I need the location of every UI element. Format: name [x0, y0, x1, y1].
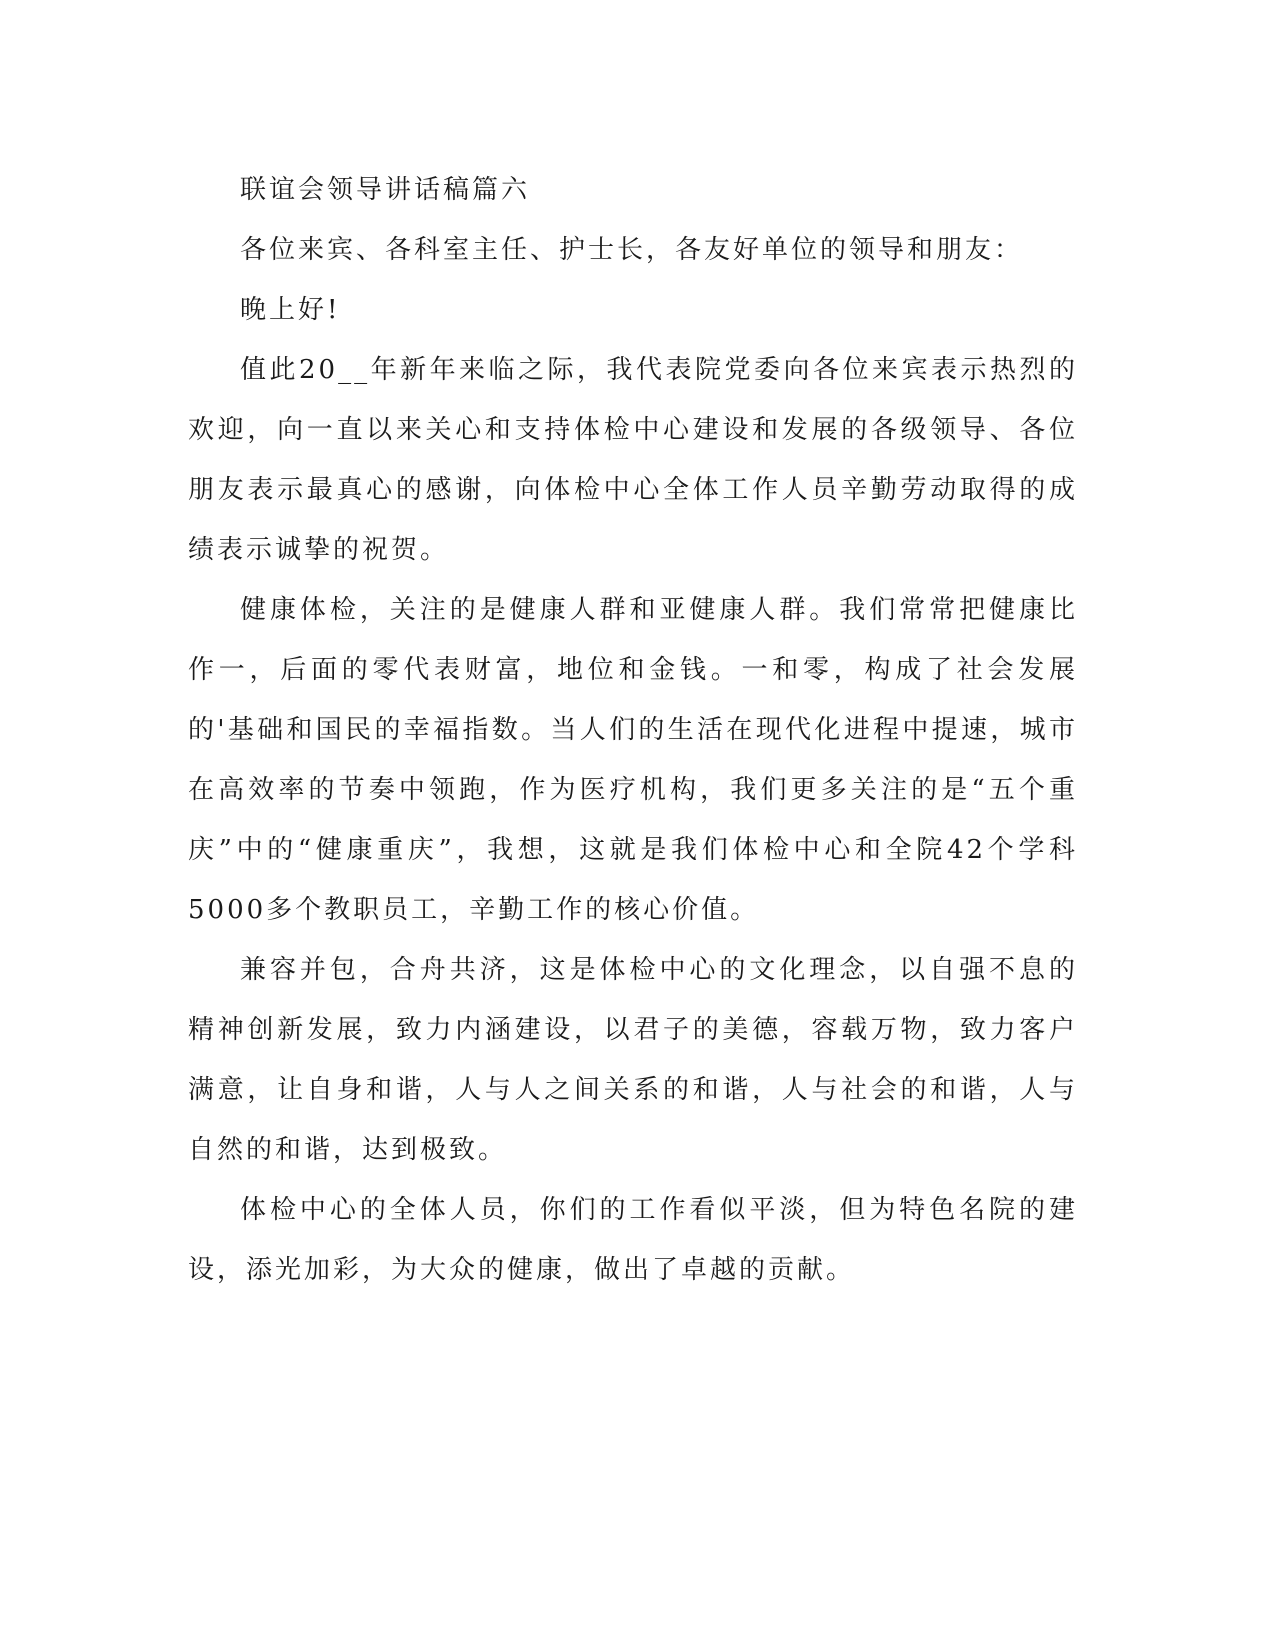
document-title: 联谊会领导讲话稿篇六 — [240, 175, 531, 205]
document-body — [188, 160, 1078, 1300]
salutation: 各位来宾、各科室主任、护士长，各友好单位的领导和朋友： — [240, 235, 1024, 265]
paragraph: 健康体检，关注的是健康人群和亚健康人群。我们常常把健康比作一，后面的零代表财富，地位和金钱。一和零，构成了社会发展的'基础和国民的幸福指数。当人们的生活在现代化进程中提速，城市在高效率的节奏中领跑，作为医疗机构，我们更多关注的是“五个重庆”中的“健康重庆”，我想，这就是我们体检中心和全院42个学科5000多个教职员工，辛勤工作的核心价值。 — [188, 595, 1078, 925]
paragraph: 体检中心的全体人员，你们的工作看似平淡，但为特色名院的建设，添光加彩，为大众的健康，做出了卓越的贡献。 — [188, 1195, 1078, 1285]
paragraph: 兼容并包，合舟共济，这是体检中心的文化理念，以自强不息的精神创新发展，致力内涵建设，以君子的美德，容载万物，致力客户满意，让自身和谐，人与人之间关系的和谐，人与社会的和谐，人与自然的和谐，达到极致。 — [188, 955, 1078, 1165]
greeting: 晚上好! — [240, 295, 341, 325]
paragraph: 值此20__年新年来临之际，我代表院党委向各位来宾表示热烈的欢迎，向一直以来关心和支持体检中心建设和发展的各级领导、各位朋友表示最真心的感谢，向体检中心全体工作人员辛勤劳动取得的成绩表示诚挚的祝贺。 — [188, 355, 1078, 565]
